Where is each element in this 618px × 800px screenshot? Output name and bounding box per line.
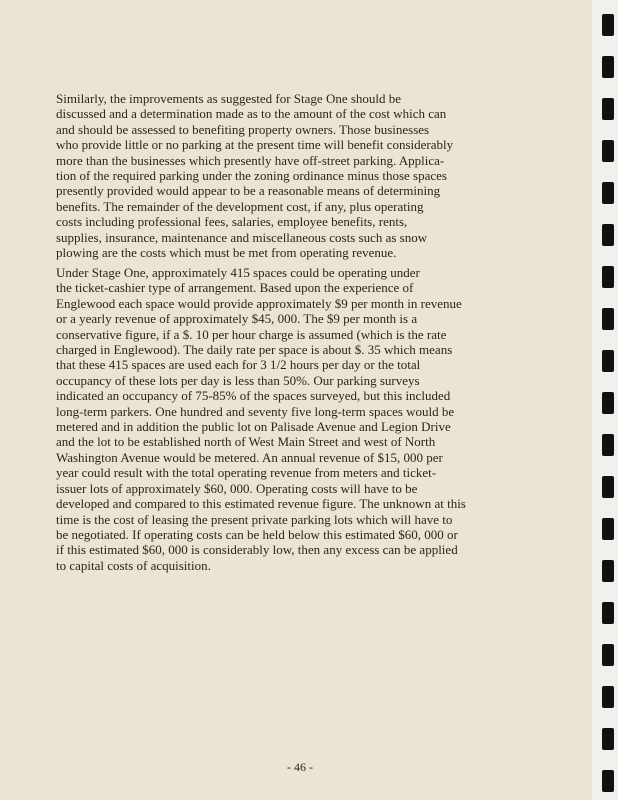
binding-ring xyxy=(602,602,614,624)
binding-ring xyxy=(602,224,614,246)
paragraph-stage-one-assessment: Similarly, the improvements as suggested for Stage One should be discussed and a determination made as to the amount of the cost which can and should be assessed to benefiting property owners. Those businesses who provide little or no parking at the present time will benefit considerably more than the businesses which presently have off-street parking. Applica- tion of the required parking under the zoning ordinance minus those spaces presently provided would appear to be a reasonable means of determining benefits. The remainder of the development cost, if any, plus operating costs including professional fees, salaries, employee benefits, rents, supplies, insurance, maintenance and miscellaneous costs such as snow plowing are the costs which must be met from operating revenue. xyxy=(56,91,454,261)
spiral-binding xyxy=(592,0,618,800)
binding-ring xyxy=(602,560,614,582)
binding-ring xyxy=(602,770,614,792)
binding-ring xyxy=(602,14,614,36)
binding-ring xyxy=(602,518,614,540)
binding-ring xyxy=(602,686,614,708)
binding-ring xyxy=(602,476,614,498)
binding-ring xyxy=(602,392,614,414)
binding-ring xyxy=(602,308,614,330)
binding-ring xyxy=(602,266,614,288)
binding-ring xyxy=(602,434,614,456)
binding-ring xyxy=(602,98,614,120)
binding-ring xyxy=(602,182,614,204)
binding-ring xyxy=(602,350,614,372)
binding-ring xyxy=(602,644,614,666)
binding-ring xyxy=(602,140,614,162)
paragraph-stage-one-revenue: Under Stage One, approximately 415 spaces could be operating under the ticket-cashier type of arrangement. Based upon the experience of Englewood each space would provide approximately $9 per month in revenue or a yearly revenue of approximately $45, 000. The $9 per month is a conservative figure, if a $. 10 per hour charge is assumed (which is the rate charged in Englewood). The daily rate per space is about $. 35 which means that these 415 spaces are used each for 3 1/2 hours per day or the total occupancy of these lots per day is less than 50%. Our parking surveys indicated an occupancy of 75-85% of the spaces surveyed, but this included long-term parkers. One hundred and seventy five long-term spaces would be metered and in addition the public lot on Palisade Avenue and Legion Drive and the lot to be established north of West Main Street and west of North Washington Avenue would be metered. An annual revenue of $15, 000 per year could result with the total operating revenue from meters and ticket- issuer lots of approximately $60, 000. Operating costs will have to be developed and compared to this estimated revenue figure. The unknown at this time is the cost of leasing the present private parking lots which will have to be negotiated. If operating costs can be held below this estimated $60, 000 or if this estimated $60, 000 is considerably low, then any excess can be applied to capital costs of acquisition. xyxy=(56,265,466,573)
binding-ring xyxy=(602,728,614,750)
page-number: - 46 - xyxy=(287,760,313,774)
binding-ring xyxy=(602,56,614,78)
